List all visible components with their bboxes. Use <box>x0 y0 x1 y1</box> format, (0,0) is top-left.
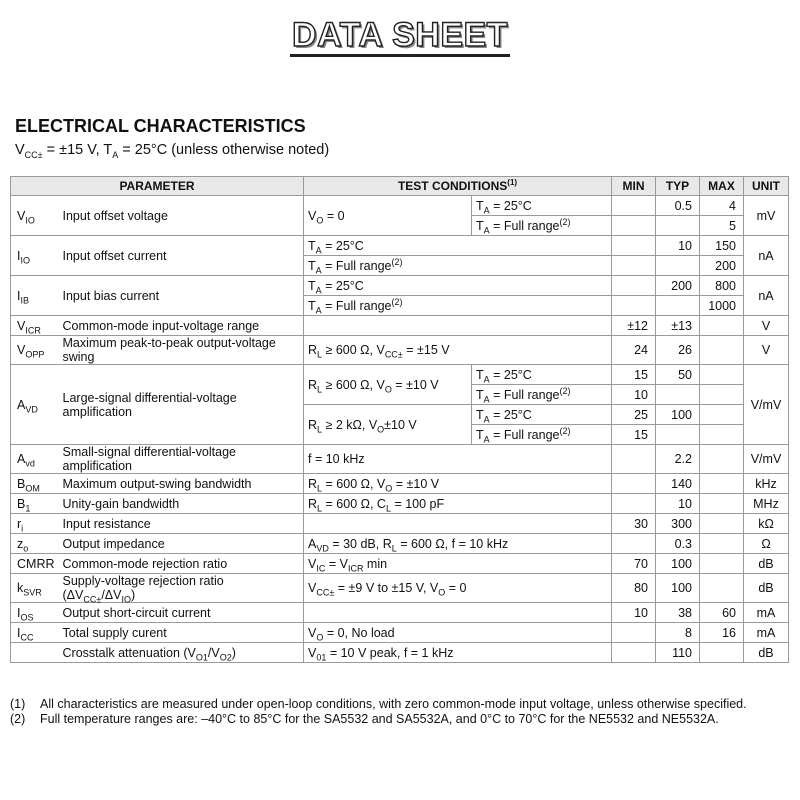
typ-value: 140 <box>656 474 700 494</box>
unit-value: mA <box>744 623 789 643</box>
unit-value: nA <box>744 236 789 276</box>
table-row <box>11 534 789 554</box>
param-symbol: $V_{OPP}$ <box>11 336 59 365</box>
min-value <box>612 256 656 276</box>
test-condition: $V_{CC\pm} = \pm 9$ V to ±15 V, $V_O = 0$ <box>304 574 612 603</box>
param-name: Unity-gain bandwidth <box>59 494 304 514</box>
table-row <box>11 445 789 474</box>
title-block <box>0 16 800 57</box>
unit-value: Ω <box>744 534 789 554</box>
table-row <box>11 574 789 603</box>
param-symbol: $I_{OS}$ <box>11 603 59 623</box>
page-title: DATA SHEET <box>290 16 510 57</box>
max-value <box>700 574 744 603</box>
unit-value: dB <box>744 574 789 603</box>
typ-value: 10 <box>656 494 700 514</box>
max-value <box>700 385 744 405</box>
test-condition: $V_{01} = 10$ V peak, f = 1 kHz <box>304 643 612 663</box>
table-header-row <box>11 177 789 196</box>
min-value: 70 <box>612 554 656 574</box>
unit-value: V <box>744 316 789 336</box>
param-symbol: $k_{SVR}$ <box>11 574 59 603</box>
min-value: 30 <box>612 514 656 534</box>
param-name: Maximum peak-to-peak output-voltage swing <box>59 336 304 365</box>
max-value <box>700 425 744 445</box>
typ-value: 26 <box>656 336 700 365</box>
unit-value: kHz <box>744 474 789 494</box>
param-name: Common-mode rejection ratio <box>59 554 304 574</box>
test-condition: $A_{VD} = 30$ dB, $R_L = 600$ Ω, f = 10 kHz <box>304 534 612 554</box>
max-value: 4 <box>700 196 744 216</box>
table-row <box>11 514 789 534</box>
typ-value: 50 <box>656 365 700 385</box>
max-value: 1000 <box>700 296 744 316</box>
table-row <box>11 316 789 336</box>
test-condition: $T_A = 25^\circ C$ <box>304 236 612 256</box>
header-unit: UNIT <box>744 177 789 196</box>
test-condition: $R_L = 600$ Ω, $C_L = 100$ pF <box>304 494 612 514</box>
param-name: Input offset current <box>59 236 304 276</box>
temp-condition: $T_A$ = Full range$^{(2)}$ <box>472 425 612 445</box>
temp-condition: $T_A = 25^\circ C$ <box>472 365 612 385</box>
min-value <box>612 534 656 554</box>
table-row <box>11 196 789 216</box>
typ-value: 100 <box>656 405 700 425</box>
param-name: Maximum output-swing bandwidth <box>59 474 304 494</box>
test-condition: $V_O = 0$, No load <box>304 623 612 643</box>
footnote-text: Full temperature ranges are: –40°C to 85°C for the SA5532 and SA5532A, and 0°C to 70°C for the NE5532 and NE5532A. <box>40 712 719 726</box>
temp-condition: $T_A = 25^\circ C$ <box>472 405 612 425</box>
table-row <box>11 365 789 385</box>
footnotes <box>10 697 795 727</box>
test-condition <box>304 514 612 534</box>
footnote <box>10 697 795 712</box>
param-symbol: $A_{vd}$ <box>11 445 59 474</box>
param-symbol: $I_{IB}$ <box>11 276 59 316</box>
min-value: 25 <box>612 405 656 425</box>
unit-value: mV <box>744 196 789 236</box>
test-condition: $V_{IC} = V_{ICR}$ min <box>304 554 612 574</box>
max-value <box>700 336 744 365</box>
param-symbol: $V_{IO}$ <box>11 196 59 236</box>
param-name: Supply-voltage rejection ratio $(\Delta V_{CC\pm}/\Delta V_{IO})$ <box>59 574 304 603</box>
footnote <box>10 712 795 727</box>
max-value: 200 <box>700 256 744 276</box>
min-value <box>612 196 656 216</box>
table-row <box>11 236 789 256</box>
max-value <box>700 534 744 554</box>
min-value <box>612 216 656 236</box>
electrical-characteristics-table <box>10 176 789 663</box>
header-parameter: PARAMETER <box>11 177 304 196</box>
test-condition <box>304 316 612 336</box>
param-symbol: $z_o$ <box>11 534 59 554</box>
table-row <box>11 603 789 623</box>
param-name: Common-mode input-voltage range <box>59 316 304 336</box>
typ-value <box>656 425 700 445</box>
typ-value: 110 <box>656 643 700 663</box>
min-value: 10 <box>612 603 656 623</box>
min-value <box>612 445 656 474</box>
param-name: Input offset voltage <box>59 196 304 236</box>
param-name: Output short-circuit current <box>59 603 304 623</box>
param-name: Small-signal differential-voltage amplification <box>59 445 304 474</box>
test-condition: $R_L \ge 600$ Ω, $V_O = \pm 10$ V <box>304 365 472 405</box>
max-value <box>700 474 744 494</box>
footnote-text: All characteristics are measured under open-loop conditions, with zero common-mode input voltage, unless otherwise specified. <box>40 697 747 711</box>
max-value <box>700 365 744 385</box>
param-symbol <box>11 643 59 663</box>
header-typ: TYP <box>656 177 700 196</box>
header-test-conditions: TEST CONDITIONS$^{(1)}$ <box>304 177 612 196</box>
typ-value: 0.5 <box>656 196 700 216</box>
test-condition: $T_A = 25^\circ C$ <box>304 276 612 296</box>
typ-value: 10 <box>656 236 700 256</box>
table-row <box>11 474 789 494</box>
table-row <box>11 276 789 296</box>
test-condition <box>304 603 612 623</box>
param-name: Total supply curent <box>59 623 304 643</box>
min-value <box>612 643 656 663</box>
typ-value: 8 <box>656 623 700 643</box>
min-value: 80 <box>612 574 656 603</box>
typ-value: 100 <box>656 574 700 603</box>
min-value <box>612 296 656 316</box>
typ-value: 0.3 <box>656 534 700 554</box>
unit-value: mA <box>744 603 789 623</box>
typ-value: 200 <box>656 276 700 296</box>
typ-value <box>656 385 700 405</box>
min-value: 15 <box>612 425 656 445</box>
section-heading: ELECTRICAL CHARACTERISTICS <box>15 116 306 136</box>
table-row <box>11 623 789 643</box>
param-name: Output impedance <box>59 534 304 554</box>
max-value <box>700 554 744 574</box>
max-value: 800 <box>700 276 744 296</box>
table-row <box>11 336 789 365</box>
max-value <box>700 405 744 425</box>
param-name: Crosstalk attenuation $(V_{O1}/V_{O2})$ <box>59 643 304 663</box>
typ-value <box>656 216 700 236</box>
unit-value: dB <box>744 554 789 574</box>
max-value <box>700 445 744 474</box>
max-value <box>700 514 744 534</box>
param-symbol: $V_{ICR}$ <box>11 316 59 336</box>
typ-value: 38 <box>656 603 700 623</box>
test-condition: $R_L \ge 600$ Ω, $V_{CC\pm} = \pm 15$ V <box>304 336 612 365</box>
conditions-line: $V_{CC\pm} = \pm 15$ V, $T_A = 25^\circ C$ (unless otherwise noted) <box>15 142 330 160</box>
typ-value: 2.2 <box>656 445 700 474</box>
unit-value: nA <box>744 276 789 316</box>
min-value: 15 <box>612 365 656 385</box>
max-value <box>700 494 744 514</box>
min-value <box>612 276 656 296</box>
temp-condition: $T_A = 25^\circ C$ <box>472 196 612 216</box>
table-row <box>11 643 789 663</box>
unit-value: dB <box>744 643 789 663</box>
test-condition: $V_O = 0$ <box>304 196 472 236</box>
max-value: 5 <box>700 216 744 236</box>
param-symbol: $A_{VD}$ <box>11 365 59 445</box>
param-name: Input bias current <box>59 276 304 316</box>
param-symbol: $B_{OM}$ <box>11 474 59 494</box>
test-condition: $R_L \ge 2$ kΩ, $V_O\pm 10$ V <box>304 405 472 445</box>
test-condition: $T_A$ = Full range$^{(2)}$ <box>304 296 612 316</box>
temp-condition: $T_A$ = Full range$^{(2)}$ <box>472 216 612 236</box>
test-condition: $R_L = 600$ Ω, $V_O = \pm 10$ V <box>304 474 612 494</box>
header-min: MIN <box>612 177 656 196</box>
min-value <box>612 494 656 514</box>
temp-condition: $T_A$ = Full range$^{(2)}$ <box>472 385 612 405</box>
param-symbol: $r_i$ <box>11 514 59 534</box>
param-symbol: $I_{IO}$ <box>11 236 59 276</box>
table-row <box>11 494 789 514</box>
param-symbol: $I_{CC}$ <box>11 623 59 643</box>
typ-value <box>656 296 700 316</box>
unit-value: V/mV <box>744 365 789 445</box>
max-value <box>700 643 744 663</box>
param-symbol: $B_1$ <box>11 494 59 514</box>
header-max: MAX <box>700 177 744 196</box>
unit-value: V <box>744 336 789 365</box>
param-name: Large-signal differential-voltage amplification <box>59 365 304 445</box>
footnote-number: (1) <box>10 697 26 711</box>
typ-value <box>656 256 700 276</box>
min-value: ±12 <box>612 316 656 336</box>
typ-value: ±13 <box>656 316 700 336</box>
table-row <box>11 554 789 574</box>
min-value <box>612 236 656 256</box>
typ-value: 300 <box>656 514 700 534</box>
unit-value: kΩ <box>744 514 789 534</box>
max-value: 16 <box>700 623 744 643</box>
test-condition: $T_A$ = Full range$^{(2)}$ <box>304 256 612 276</box>
min-value <box>612 474 656 494</box>
typ-value: 100 <box>656 554 700 574</box>
min-value <box>612 623 656 643</box>
footnote-number: (2) <box>10 712 26 726</box>
unit-value: MHz <box>744 494 789 514</box>
max-value <box>700 316 744 336</box>
test-condition: f = 10 kHz <box>304 445 612 474</box>
max-value: 150 <box>700 236 744 256</box>
min-value: 24 <box>612 336 656 365</box>
unit-value: V/mV <box>744 445 789 474</box>
max-value: 60 <box>700 603 744 623</box>
param-symbol: CMRR <box>11 554 59 574</box>
min-value: 10 <box>612 385 656 405</box>
param-name: Input resistance <box>59 514 304 534</box>
